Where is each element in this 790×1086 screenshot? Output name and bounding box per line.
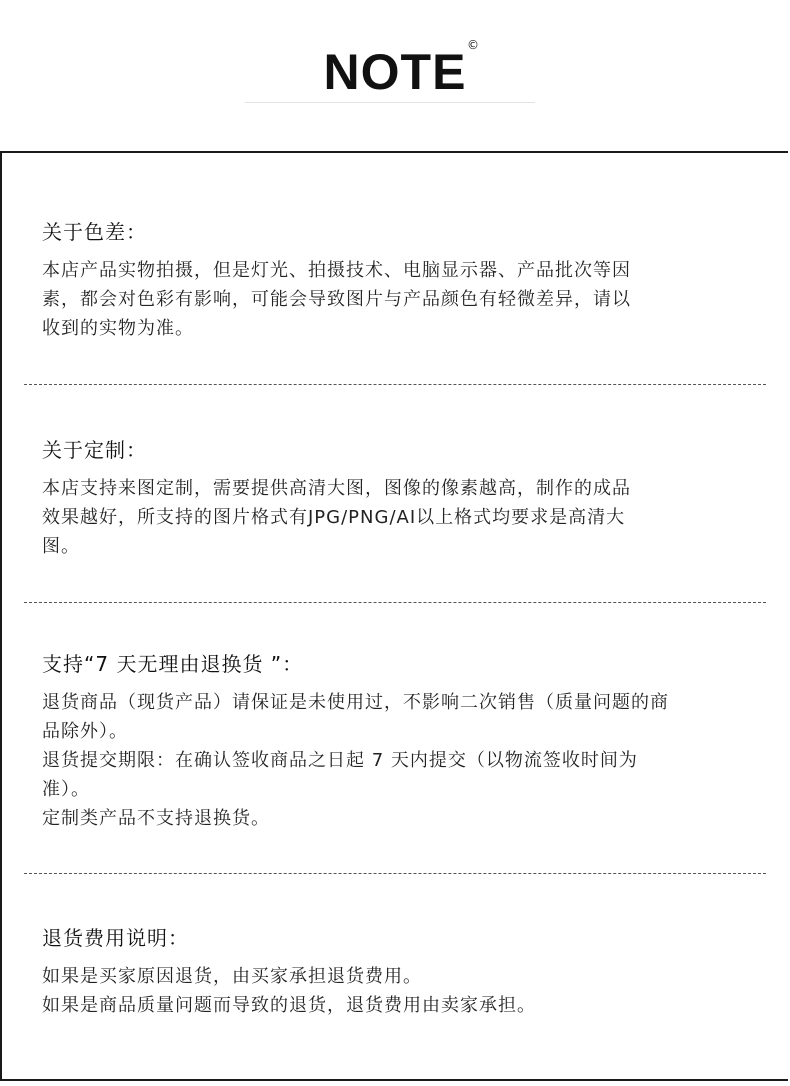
section-line: 收到的实物为准。 bbox=[42, 318, 194, 339]
section-line: 退货商品（现货产品）请保证是未使用过，不影响二次销售（质量问题的商 bbox=[42, 692, 669, 713]
section-line: 品除外）。 bbox=[42, 721, 128, 742]
dashed-divider bbox=[24, 602, 766, 603]
section-body bbox=[42, 256, 754, 343]
section-return-policy bbox=[42, 650, 754, 833]
section-body bbox=[42, 474, 754, 561]
copyright-mark: © bbox=[467, 38, 479, 52]
section-body bbox=[42, 688, 754, 833]
section-line: 准）。 bbox=[42, 779, 90, 800]
section-return-fees bbox=[42, 924, 754, 1020]
section-heading: 关于色差： bbox=[42, 220, 147, 244]
section-line: 本店支持来图定制，需要提供高清大图，图像的像素越高，制作的成品 bbox=[42, 478, 631, 499]
header bbox=[0, 0, 790, 152]
header-divider bbox=[245, 102, 535, 103]
section-line: 如果是买家原因退货，由买家承担退货费用。 bbox=[42, 966, 422, 987]
section-line: 如果是商品质量问题而导致的退货，退货费用由卖家承担。 bbox=[42, 995, 536, 1016]
section-line: 本店产品实物拍摄，但是灯光、拍摄技术、电脑显示器、产品批次等因 bbox=[42, 260, 631, 281]
section-heading: 退货费用说明： bbox=[42, 926, 189, 950]
section-line: 效果越好，所支持的图片格式有JPG/PNG/AI以上格式均要求是高清大 bbox=[42, 507, 626, 528]
section-customization bbox=[42, 436, 754, 561]
dashed-divider bbox=[24, 873, 766, 874]
dashed-divider bbox=[24, 384, 766, 385]
section-heading: 支持“7 天无理由退换货 ”： bbox=[42, 652, 304, 676]
section-color-difference bbox=[42, 218, 754, 343]
section-line: 定制类产品不支持退换货。 bbox=[42, 808, 270, 829]
page-title: NOTE bbox=[323, 44, 467, 100]
section-body bbox=[42, 962, 754, 1020]
section-heading: 关于定制： bbox=[42, 438, 147, 462]
section-line: 退货提交期限：在确认签收商品之日起 7 天内提交（以物流签收时间为 bbox=[42, 750, 638, 771]
section-line: 图。 bbox=[42, 536, 80, 557]
section-line: 素，都会对色彩有影响，可能会导致图片与产品颜色有轻微差异，请以 bbox=[42, 289, 631, 310]
